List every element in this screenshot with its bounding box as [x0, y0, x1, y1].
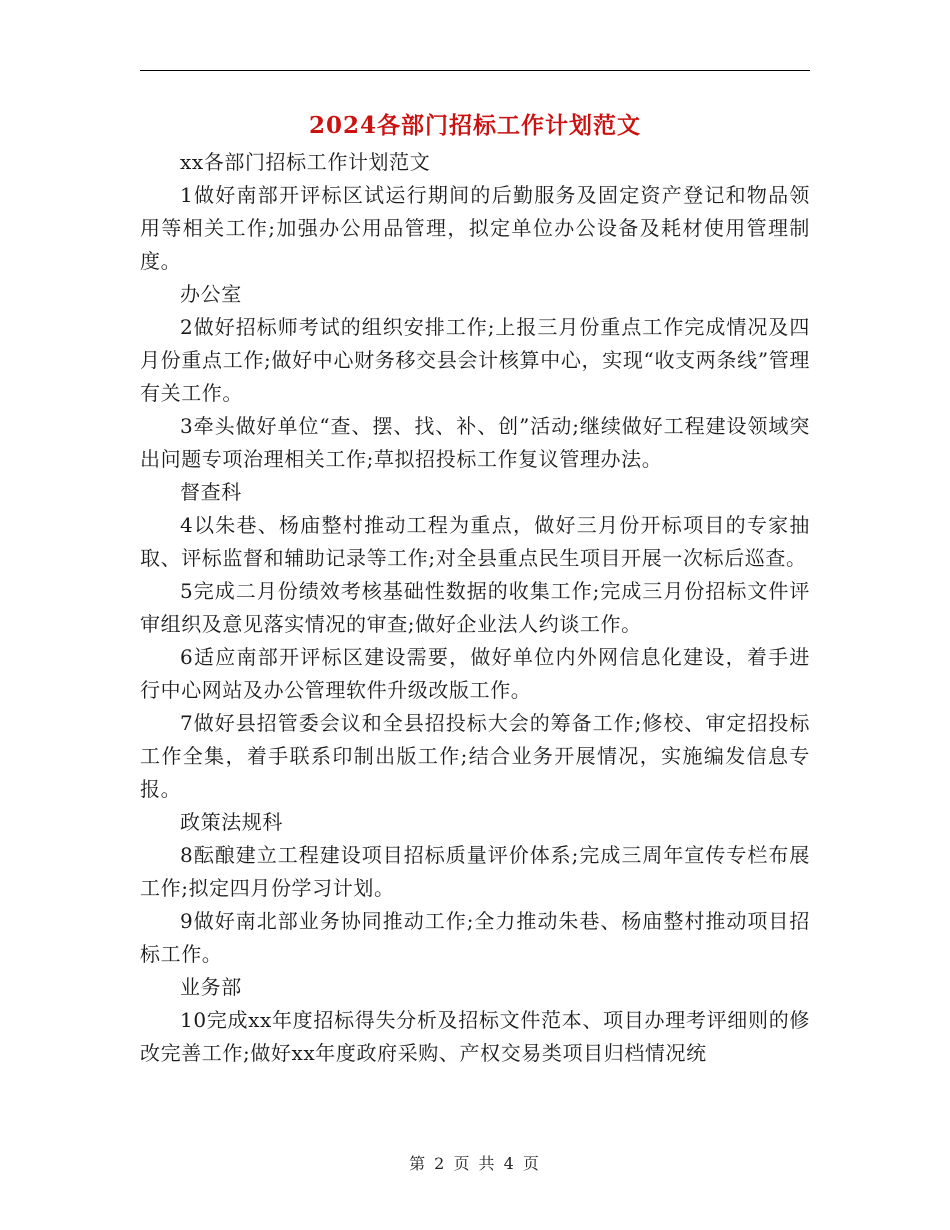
paragraph: 7做好县招管委会议和全县招投标大会的筹备工作;修校、审定招投标工作全集，着手联系印制出版工作;结合业务开展情况，实施编发信息专报。	[140, 711, 810, 801]
section-heading: 督查科	[180, 480, 242, 504]
paragraph: 8酝酿建立工程建设项目招标质量评价体系;完成三周年宣传专栏布展工作;拟定四月份学习计划。	[140, 843, 810, 900]
paragraph: 5完成二月份绩效考核基础性数据的收集工作;完成三月份招标文件评审组织及意见落实情况的审查;做好企业法人约谈工作。	[140, 579, 810, 636]
paragraph: 4以朱巷、杨庙整村推动工程为重点，做好三月份开标项目的专家抽取、评标监督和辅助记录等工作;对全县重点民生项目开展一次标后巡查。	[140, 513, 810, 570]
paragraph: 2做好招标师考试的组织安排工作;上报三月份重点工作完成情况及四月份重点工作;做好中心财务移交县会计核算中心，实现“收支两条线”管理有关工作。	[140, 315, 810, 405]
section-heading: 业务部	[180, 975, 242, 999]
paragraph: xx各部门招标工作计划范文	[180, 150, 431, 174]
section-heading: 办公室	[180, 282, 242, 306]
paragraph: 1做好南部开评标区试运行期间的后勤服务及固定资产登记和物品领用等相关工作;加强办公用品管理，拟定单位办公设备及耗材使用管理制度。	[140, 183, 810, 273]
paragraph: 3牵头做好单位“查、摆、找、补、创”活动;继续做好工程建设领域突出问题专项治理相关工作;草拟招投标工作复议管理办法。	[140, 414, 810, 471]
page-footer: 第 2 页 共 4 页	[409, 1154, 541, 1173]
paragraph: 6适应南部开评标区建设需要，做好单位内外网信息化建设，着手进行中心网站及办公管理软件升级改版工作。	[140, 645, 810, 702]
paragraph: 10完成xx年度招标得失分析及招标文件范本、项目办理考评细则的修改完善工作;做好xx年度政府采购、产权交易类项目归档情况统	[140, 1008, 810, 1065]
document-body	[140, 146, 810, 1070]
paragraph: 9做好南北部业务协同推动工作;全力推动朱巷、杨庙整村推动项目招标工作。	[140, 909, 810, 966]
header-rule	[140, 70, 810, 71]
document-title: 2024各部门招标工作计划范文	[308, 112, 641, 139]
section-heading: 政策法规科	[180, 810, 283, 834]
